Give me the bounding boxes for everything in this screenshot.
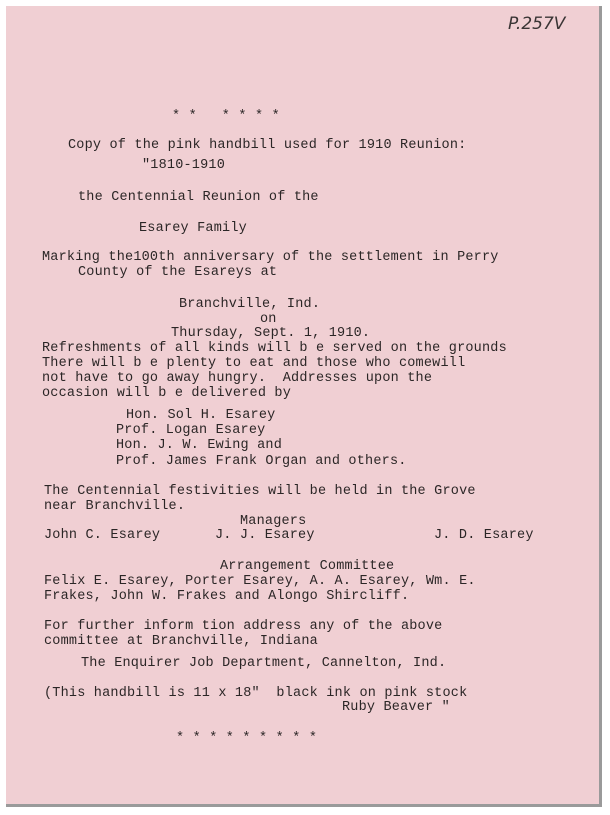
on-word: on [260, 312, 277, 327]
body-line-4: occasion will b e delivered by [42, 386, 292, 401]
note-line-1: (This handbill is 11 x 18" black ink on pink stock [44, 686, 468, 701]
body-line-3: not have to go away hungry. Addresses upon the [42, 371, 433, 386]
committee-line-2: Frakes, John W. Frakes and Alongo Shircliff. [44, 589, 410, 604]
years: "1810-1910 [142, 158, 226, 173]
heading: Copy of the pink handbill used for 1910 Reunion: [68, 138, 467, 153]
marking-line-2: County of the Esareys at [78, 265, 278, 280]
printer-line: The Enquirer Job Department, Cannelton, Ind. [81, 656, 447, 671]
speaker-1: Hon. Sol H. Esarey [126, 408, 276, 423]
body-line-1: Refreshments of all kinds will b e served on the grounds [42, 341, 507, 356]
reunion-line-1: the Centennial Reunion of the [78, 190, 319, 205]
info-line-1: For further inform tion address any of the above [44, 619, 443, 634]
committee-line-1: Felix E. Esarey, Porter Esarey, A. A. Esarey, Wm. E. [44, 574, 476, 589]
festivities-line-2: near Branchville. [44, 499, 186, 514]
speaker-3: Hon. J. W. Ewing and [116, 438, 283, 453]
page-reference: P.257V [508, 14, 566, 34]
stars-bottom: * * * * * * * * * [176, 731, 318, 746]
document-page [6, 6, 602, 807]
date: Thursday, Sept. 1, 1910. [171, 326, 371, 341]
manager-2: J. J. Esarey [215, 528, 315, 543]
reunion-line-2: Esarey Family [139, 221, 247, 236]
festivities-line-1: The Centennial festivities will be held in the Grove [44, 484, 476, 499]
managers-heading: Managers [240, 514, 307, 529]
stars-top: * * * * * * [172, 109, 280, 124]
marking-line-1: Marking the100th anniversary of the settlement in Perry [42, 250, 499, 265]
place: Branchville, Ind. [179, 297, 321, 312]
info-line-2: committee at Branchville, Indiana [44, 634, 318, 649]
manager-1: John C. Esarey [44, 528, 161, 543]
body-line-2: There will b e plenty to eat and those who comewill [42, 356, 466, 371]
manager-3: J. D. Esarey [434, 528, 534, 543]
committee-heading: Arrangement Committee [220, 559, 395, 574]
speaker-2: Prof. Logan Esarey [116, 423, 266, 438]
speaker-4: Prof. James Frank Organ and others. [116, 454, 407, 469]
note-line-2: Ruby Beaver " [342, 700, 450, 715]
